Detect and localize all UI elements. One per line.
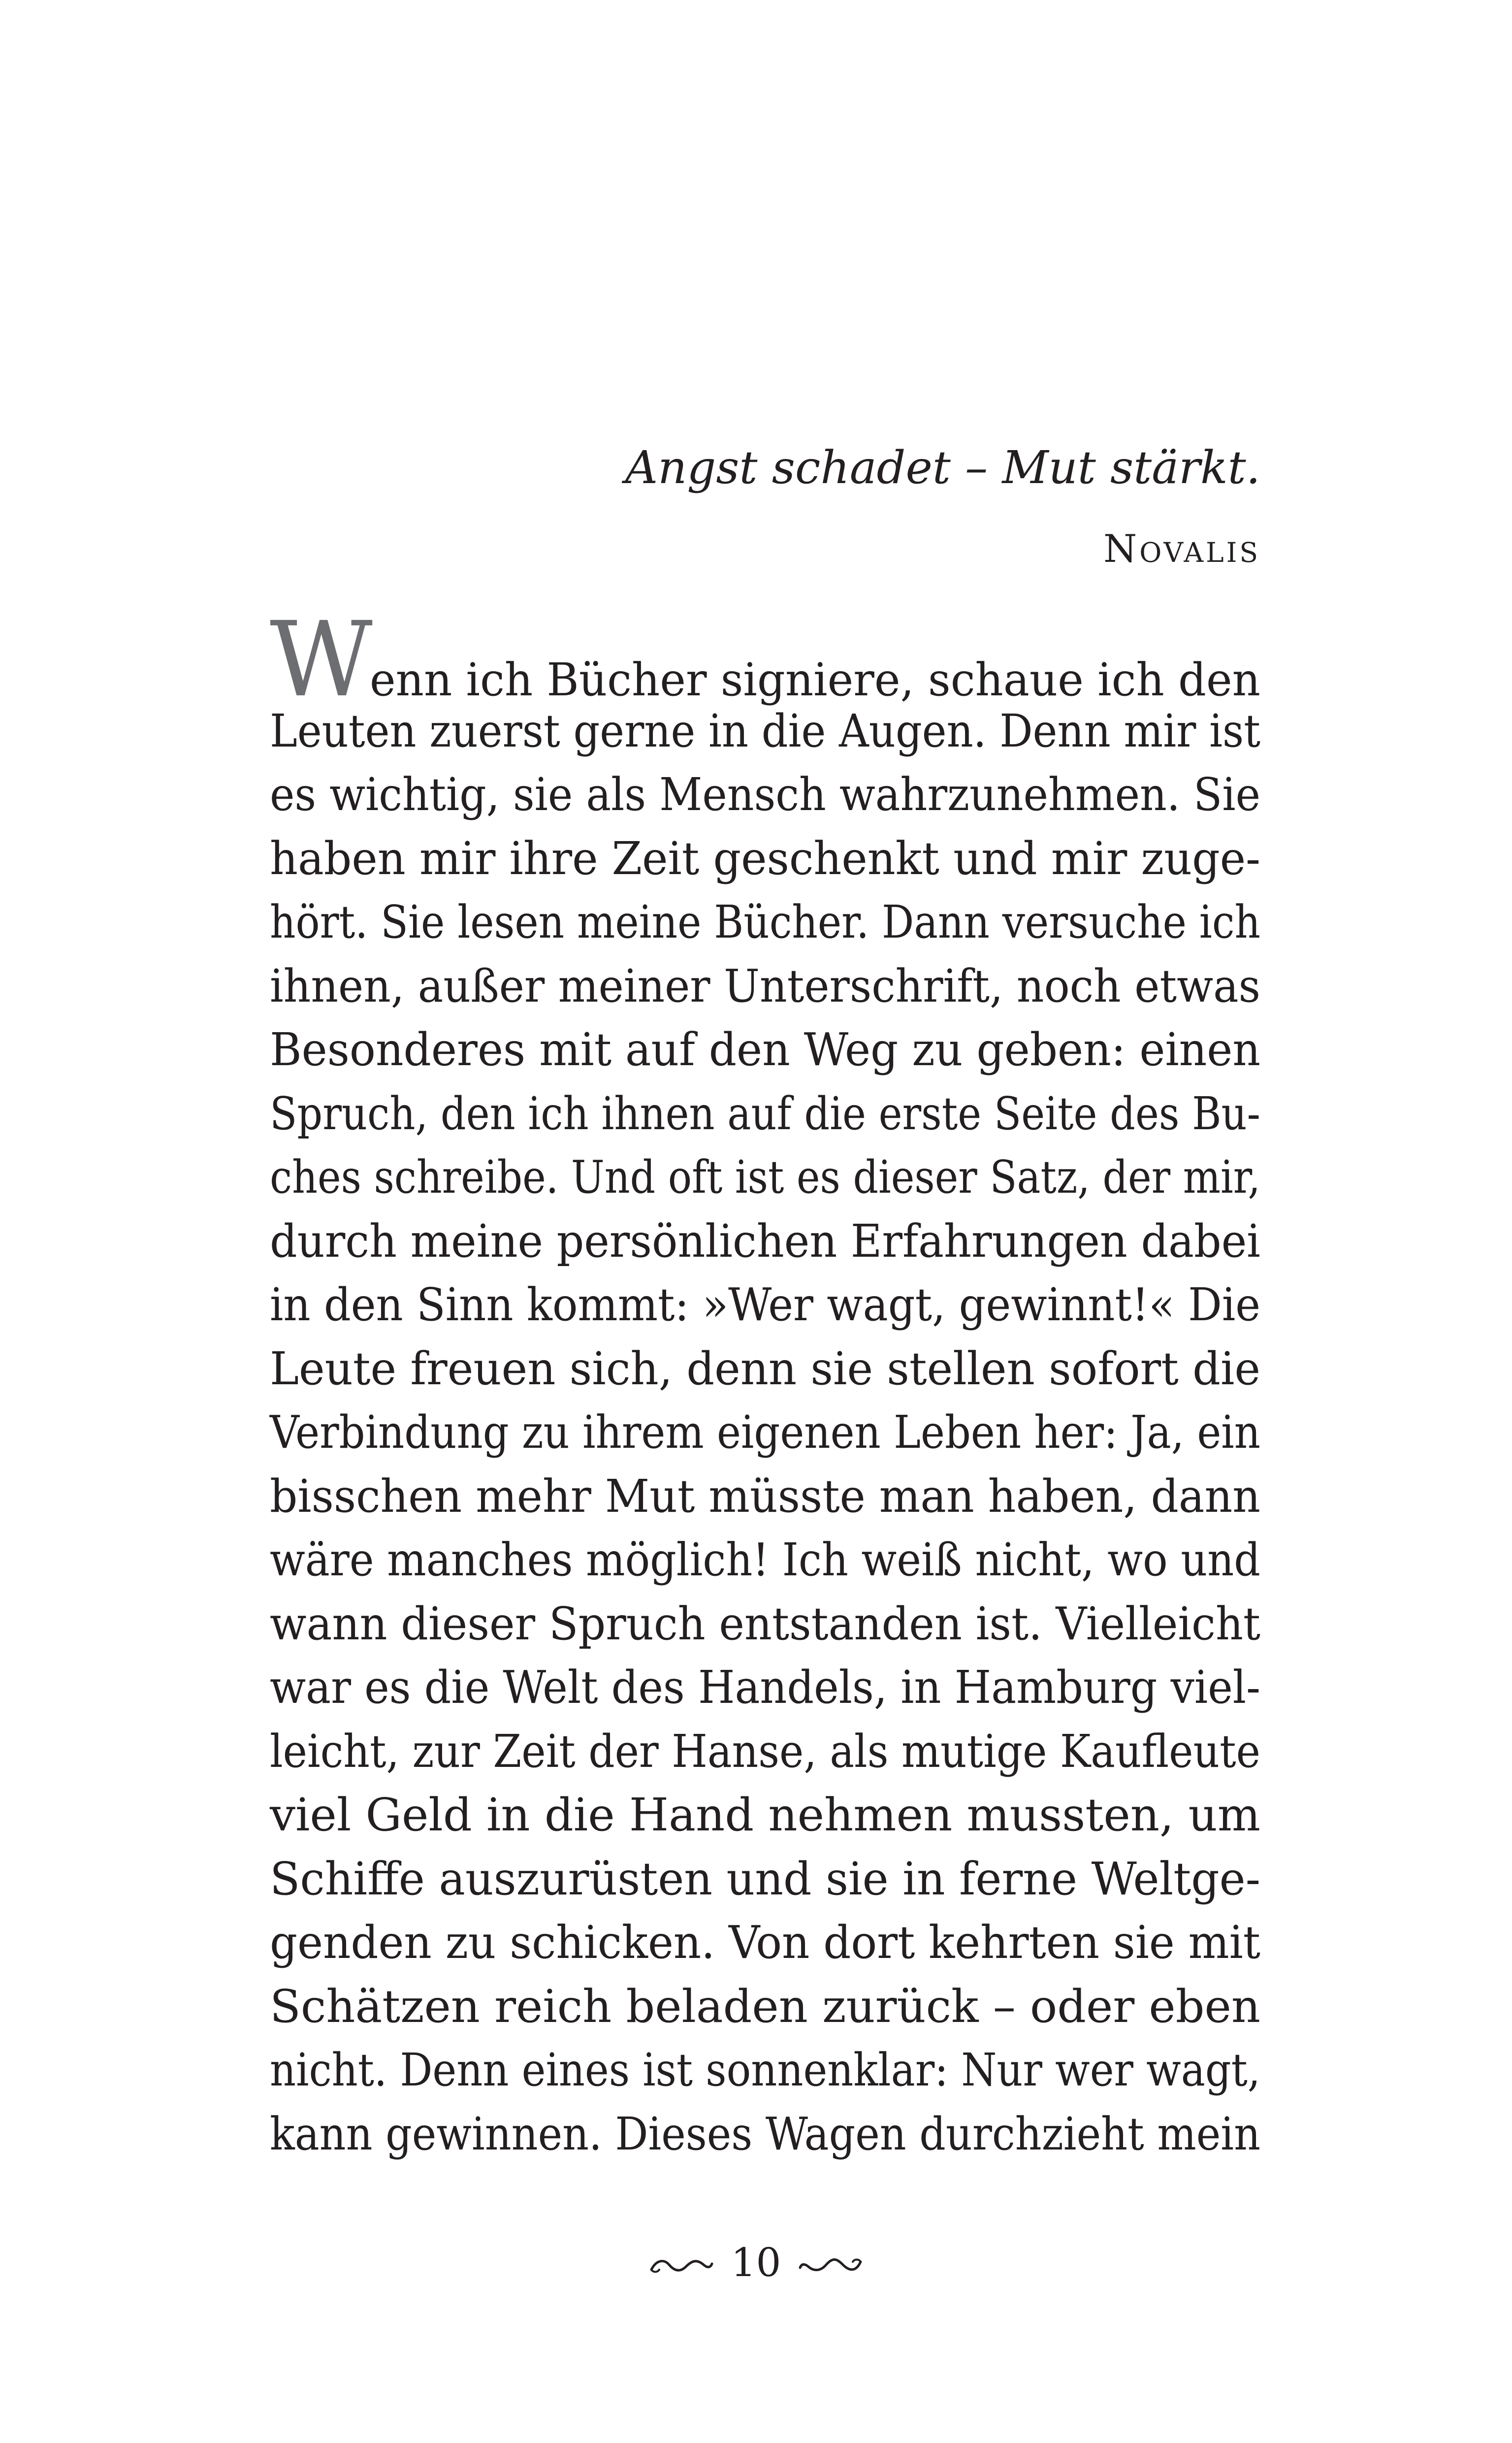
text-line: kann gewinnen. Dieses Wagen durchzieht mein	[270, 2107, 1260, 2160]
text-line: haben mir ihre Zeit geschenkt und mir zuge-	[270, 832, 1260, 885]
text-line: nicht. Denn eines ist sonnenklar: Nur wer wagt,	[270, 2044, 1260, 2096]
text-line: wäre manches möglich! Ich weiß nicht, wo und	[270, 1533, 1260, 1586]
epigraph-quote: Angst schadet – Mut stärkt.	[625, 441, 1260, 494]
text-line: genden zu schicken. Von dort kehrten sie mit	[270, 1916, 1260, 1969]
text-line: ihnen, außer meiner Unterschrift, noch etwas	[270, 959, 1260, 1012]
text-line: viel Geld in die Hand nehmen mussten, um	[270, 1789, 1260, 1841]
text-line: Besonderes mit auf den Weg zu geben: einen	[270, 1023, 1260, 1076]
text-line: es wichtig, sie als Mensch wahrzunehmen. Sie	[270, 768, 1260, 821]
text-line: Leute freuen sich, denn sie stellen sofort die	[270, 1342, 1260, 1395]
text-line: Wenn ich Bücher signiere, schaue ich den	[270, 599, 1261, 720]
text-line: Schiffe auszurüsten und sie in ferne Weltge-	[270, 1852, 1260, 1905]
text-line: Leuten zuerst gerne in die Augen. Denn mir ist	[270, 704, 1260, 757]
swirl-ornament-icon	[799, 2255, 863, 2277]
page-number: 10	[731, 2240, 781, 2285]
epigraph-author: Novalis	[1103, 527, 1260, 571]
text-line: hört. Sie lesen meine Bücher. Dann versuche ich	[270, 896, 1260, 948]
text-line: Spruch, den ich ihnen auf die erste Seite des Bu-	[270, 1087, 1260, 1140]
drop-cap: W	[270, 599, 373, 720]
text-line: leicht, zur Zeit der Hanse, als mutige Kaufleute	[270, 1725, 1260, 1778]
text-line: bisschen mehr Mut müsste man haben, dann	[270, 1469, 1260, 1523]
page-footer	[0, 2238, 1512, 2287]
text-line: Verbindung zu ihrem eigenen Leben her: Ja, ein	[270, 1406, 1260, 1459]
text-line: in den Sinn kommt: »Wer wagt, gewinnt!« Die	[270, 1278, 1260, 1331]
swirl-ornament-icon	[649, 2255, 713, 2277]
body-text	[270, 599, 1261, 2166]
text-line: wann dieser Spruch entstanden ist. Vielleicht	[270, 1597, 1260, 1650]
text-line: durch meine persönlichen Erfahrungen dabei	[270, 1214, 1260, 1268]
text-line: war es die Welt des Handels, in Hamburg viel-	[270, 1661, 1260, 1714]
text-line: Schätzen reich beladen zurück – oder eben	[270, 1980, 1260, 2033]
text-line: ches schreibe. Und oft ist es dieser Satz, der mir,	[270, 1151, 1260, 1204]
